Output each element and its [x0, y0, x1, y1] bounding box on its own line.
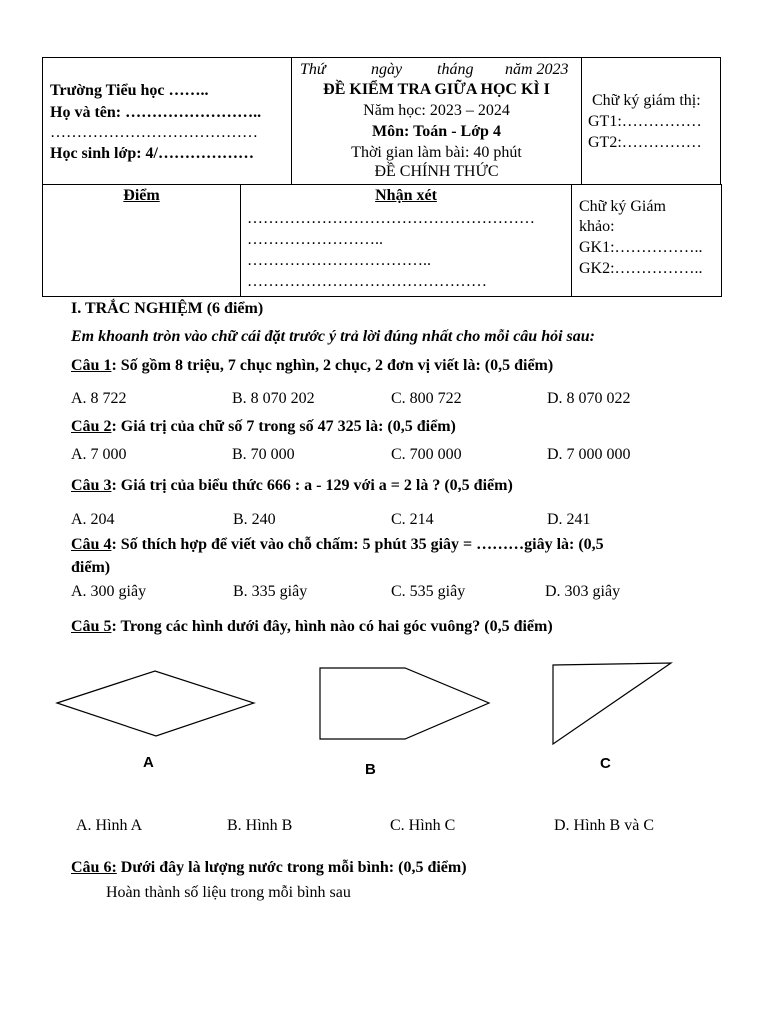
q3-option-d[interactable]: D. 241	[547, 511, 591, 528]
q2-option-d[interactable]: D. 7 000 000	[547, 446, 631, 463]
q5-option-b[interactable]: B. Hình B	[227, 817, 293, 834]
section-instruction: Em khoanh tròn vào chữ cái đặt trước ý trả lời đúng nhất cho mỗi câu hỏi sau:	[71, 328, 595, 345]
comment-label: Nhận xét	[375, 187, 437, 204]
subject: Môn: Toán - Lớp 4	[372, 123, 501, 140]
student-name-dots: …………………………………	[50, 124, 258, 141]
question-6-subtext: Hoàn thành số liệu trong mỗi bình sau	[106, 884, 351, 901]
comment-line-2: ……………………..	[247, 231, 383, 248]
examiner-gk2: GK2:……………..	[579, 260, 703, 277]
q4-option-a[interactable]: A. 300 giây	[71, 583, 147, 600]
score-label: Điểm	[123, 187, 160, 204]
question-2-label: Câu 2	[71, 418, 112, 435]
q1-option-a[interactable]: A. 8 722	[71, 390, 127, 407]
exam-title: ĐỀ KIỂM TRA GIỮA HỌC KÌ I	[323, 81, 550, 98]
question-6-label: Câu 6:	[71, 859, 117, 876]
q2-option-b[interactable]: B. 70 000	[232, 446, 295, 463]
question-4-label: Câu 4	[71, 536, 112, 553]
comment-line-3: ……………………………..	[247, 252, 431, 269]
question-1-text: : Số gồm 8 triệu, 7 chục nghìn, 2 chục, 2 đơn vị viết là: (0,5 điểm)	[111, 357, 554, 374]
examiner-sign-2: khảo:	[579, 218, 615, 235]
date-nam: năm 2023	[505, 61, 569, 78]
proctor-gt2: GT2:……………	[588, 134, 702, 151]
question-3-text: : Giá trị của biểu thức 666 : a - 129 với a = 2 là ? (0,5 điểm)	[111, 477, 513, 494]
q3-option-b[interactable]: B. 240	[233, 511, 276, 528]
school-year: Năm học: 2023 – 2024	[363, 102, 510, 119]
question-2-text: : Giá trị của chữ số 7 trong số 47 325 là: (0,5 điểm)	[111, 418, 456, 435]
q5-option-a[interactable]: A. Hình A	[76, 817, 143, 834]
q1-option-d[interactable]: D. 8 070 022	[547, 390, 631, 407]
comment-line-4: ………………………………………	[247, 273, 487, 290]
question-1	[71, 357, 553, 375]
q4-option-d[interactable]: D. 303 giây	[545, 583, 621, 600]
question-3	[71, 477, 513, 495]
q2-option-a[interactable]: A. 7 000	[71, 446, 127, 463]
student-class: Học sinh lớp: 4/………………	[50, 145, 254, 162]
question-5-label: Câu 5	[71, 618, 112, 635]
examiner-sign-1: Chữ ký Giám	[579, 198, 666, 215]
question-6-text: Dưới đây là lượng nước trong mỗi bình: (0,5 điểm)	[116, 859, 467, 876]
q1-option-b[interactable]: B. 8 070 202	[232, 390, 315, 407]
shape-a-rhombus	[57, 671, 254, 736]
q3-option-c[interactable]: C. 214	[391, 511, 434, 528]
date-ngay: ngày	[371, 61, 403, 78]
question-5	[71, 618, 553, 636]
question-4-text: : Số thích hợp để viết vào chỗ chấm: 5 phút 35 giây = ………giây là: (0,5	[111, 536, 604, 553]
date-thu: Thứ	[300, 61, 326, 78]
q5-option-c[interactable]: C. Hình C	[390, 817, 456, 834]
question-4-text-cont: điểm)	[71, 559, 111, 576]
examiner-gk1: GK1:……………..	[579, 239, 703, 256]
official-label: ĐỀ CHÍNH THỨC	[374, 163, 499, 180]
proctor-sign-label: Chữ ký giám thị:	[592, 92, 701, 109]
section-title: I. TRẮC NGHIỆM (6 điểm)	[71, 300, 264, 317]
shape-b-pentagon	[320, 668, 489, 739]
question-4	[71, 536, 604, 554]
question-5-text: : Trong các hình dưới đây, hình nào có hai góc vuông? (0,5 điểm)	[111, 618, 553, 635]
shape-a-label: A	[143, 754, 154, 771]
shape-c-right-triangle	[553, 663, 671, 744]
student-name: Họ và tên: ……………………..	[50, 104, 262, 121]
question-1-label: Câu 1	[71, 357, 112, 374]
duration: Thời gian làm bài: 40 phút	[351, 144, 522, 161]
question-2	[71, 418, 456, 436]
question-3-label: Câu 3	[71, 477, 112, 494]
q3-option-a[interactable]: A. 204	[71, 511, 115, 528]
proctor-gt1: GT1:……………	[588, 113, 702, 130]
q1-option-c[interactable]: C. 800 722	[391, 390, 462, 407]
q4-option-c[interactable]: C. 535 giây	[391, 583, 466, 600]
date-thang: tháng	[437, 61, 474, 78]
question-6	[71, 859, 467, 877]
shapes-figure	[0, 655, 768, 755]
q4-option-b[interactable]: B. 335 giây	[233, 583, 308, 600]
shape-c-label: C	[600, 755, 611, 772]
q2-option-c[interactable]: C. 700 000	[391, 446, 462, 463]
comment-line-1: ………………………………………………	[247, 210, 535, 227]
school-name: Trường Tiểu học ……..	[50, 82, 209, 99]
q5-option-d[interactable]: D. Hình B và C	[554, 817, 654, 834]
shape-b-label: B	[365, 761, 376, 778]
